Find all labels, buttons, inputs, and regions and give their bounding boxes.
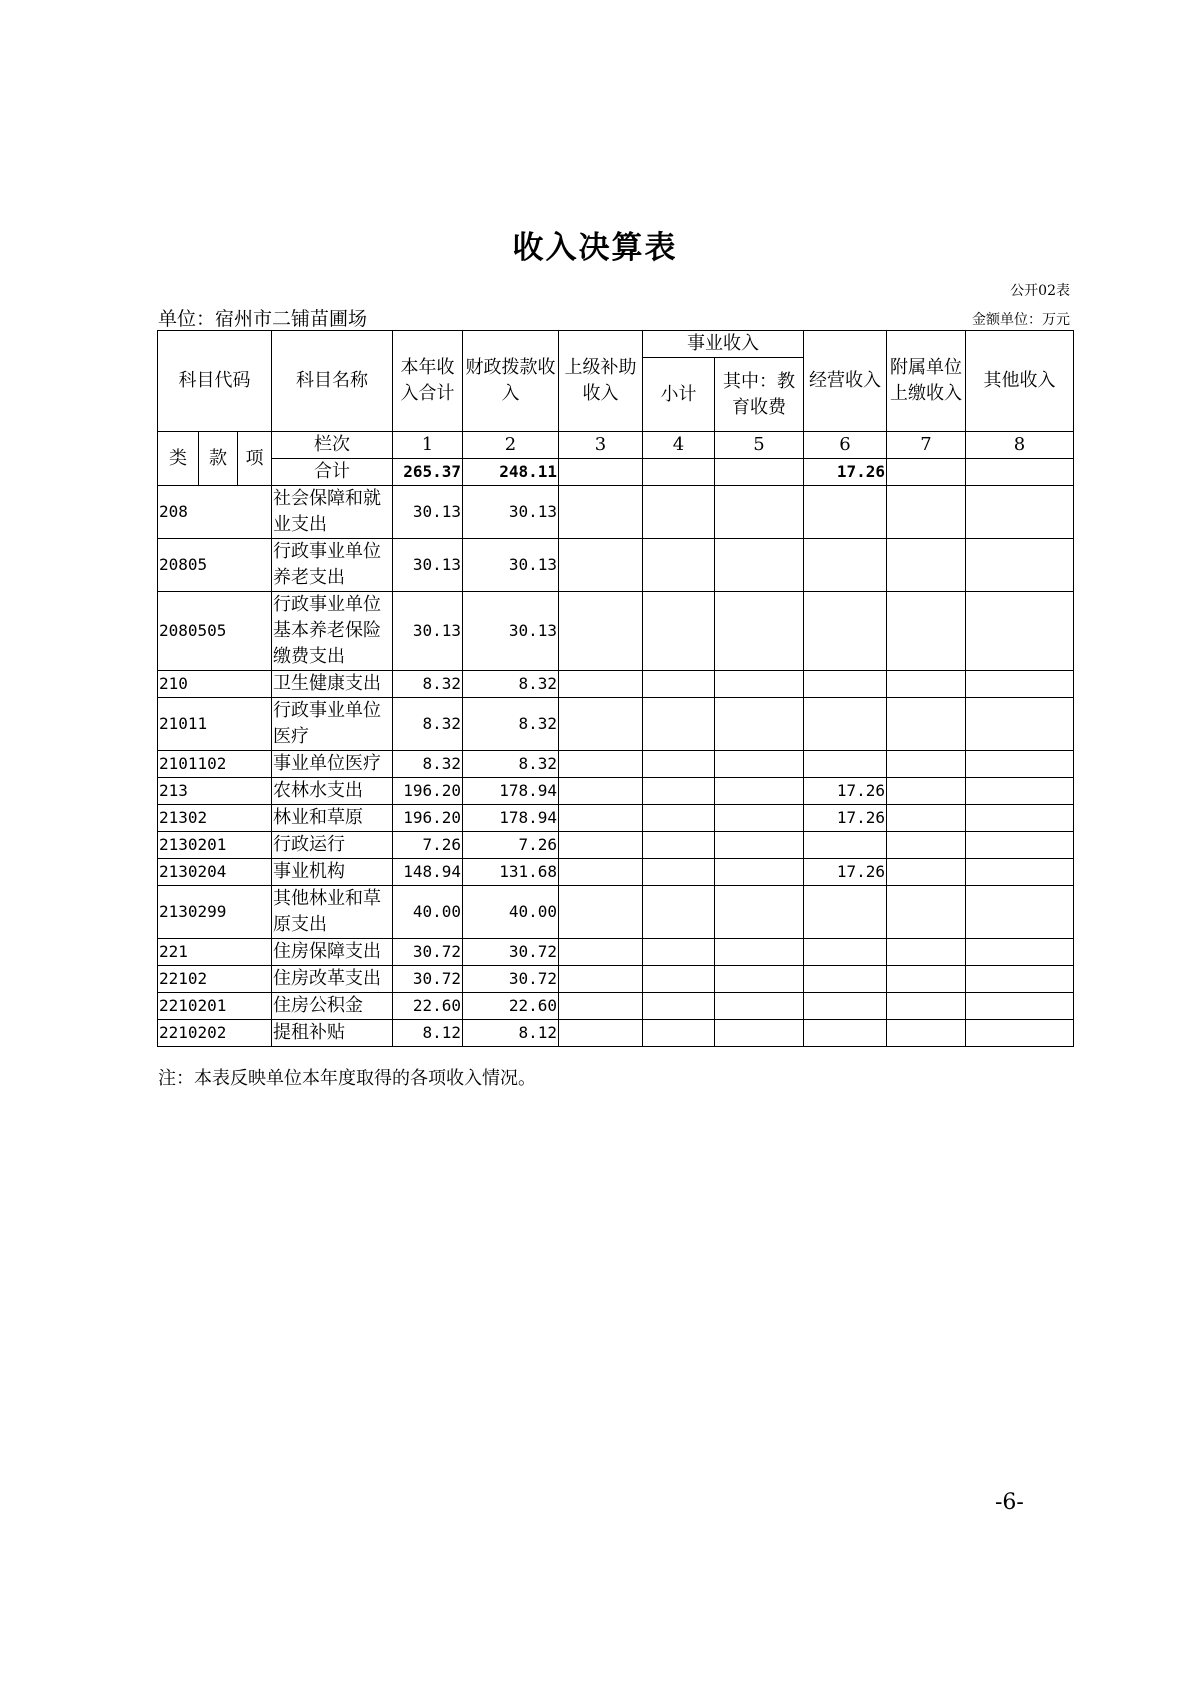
- row-subtotal: [643, 592, 715, 671]
- row-name: 行政事业单位养老支出: [272, 539, 393, 592]
- row-code: 2210201: [158, 993, 272, 1020]
- row-subtotal: [643, 539, 715, 592]
- row-total: 30.13: [393, 539, 463, 592]
- row-other: [966, 859, 1074, 886]
- header-name: 科目名称: [272, 331, 393, 432]
- header-total: 本年收入合计: [393, 331, 463, 432]
- total-superior: [559, 459, 643, 486]
- row-total: 30.72: [393, 939, 463, 966]
- col-num: 6: [804, 432, 887, 459]
- row-education: [715, 805, 804, 832]
- row-operating: [804, 671, 887, 698]
- row-code: 2130201: [158, 832, 272, 859]
- row-other: [966, 1020, 1074, 1047]
- row-affiliated: [887, 859, 966, 886]
- header-kuan: 款: [199, 432, 238, 486]
- row-code: 208: [158, 486, 272, 539]
- row-education: [715, 832, 804, 859]
- row-superior: [559, 698, 643, 751]
- page-number: -6-: [995, 1490, 1024, 1515]
- row-other: [966, 698, 1074, 751]
- row-subtotal: [643, 805, 715, 832]
- row-other: [966, 966, 1074, 993]
- col-num: 4: [643, 432, 715, 459]
- total-fiscal: 248.11: [463, 459, 559, 486]
- row-operating: 17.26: [804, 859, 887, 886]
- row-fiscal: 30.13: [463, 539, 559, 592]
- row-operating: 17.26: [804, 805, 887, 832]
- row-name: 行政事业单位医疗: [272, 698, 393, 751]
- row-superior: [559, 671, 643, 698]
- row-affiliated: [887, 886, 966, 939]
- header-education: 其中：教育收费: [715, 358, 804, 432]
- row-name: 农林水支出: [272, 778, 393, 805]
- row-education: [715, 859, 804, 886]
- table-row: [158, 939, 1074, 966]
- row-other: [966, 805, 1074, 832]
- row-name: 社会保障和就业支出: [272, 486, 393, 539]
- row-subtotal: [643, 832, 715, 859]
- row-total: 8.12: [393, 1020, 463, 1047]
- row-total: 8.32: [393, 671, 463, 698]
- row-fiscal: 131.68: [463, 859, 559, 886]
- table-row: [158, 698, 1074, 751]
- row-subtotal: [643, 698, 715, 751]
- row-operating: [804, 486, 887, 539]
- row-affiliated: [887, 751, 966, 778]
- header-fiscal: 财政拨款收入: [463, 331, 559, 432]
- income-table: [157, 330, 1074, 1047]
- row-fiscal: 30.13: [463, 592, 559, 671]
- row-superior: [559, 832, 643, 859]
- row-subtotal: [643, 751, 715, 778]
- row-name: 住房保障支出: [272, 939, 393, 966]
- header-xiang: 项: [238, 432, 272, 486]
- header-operating: 经营收入: [804, 331, 887, 432]
- total-sum: 265.37: [393, 459, 463, 486]
- row-total: 30.72: [393, 966, 463, 993]
- table-row: [158, 751, 1074, 778]
- row-code: 21011: [158, 698, 272, 751]
- row-fiscal: 7.26: [463, 832, 559, 859]
- row-affiliated: [887, 539, 966, 592]
- row-name: 林业和草原: [272, 805, 393, 832]
- row-other: [966, 778, 1074, 805]
- row-code: 2101102: [158, 751, 272, 778]
- row-code: 21302: [158, 805, 272, 832]
- row-name: 其他林业和草原支出: [272, 886, 393, 939]
- row-other: [966, 671, 1074, 698]
- row-code: 2130204: [158, 859, 272, 886]
- col-num: 2: [463, 432, 559, 459]
- row-subtotal: [643, 486, 715, 539]
- row-superior: [559, 939, 643, 966]
- row-total: 8.32: [393, 698, 463, 751]
- header-subtotal: 小计: [643, 358, 715, 432]
- row-other: [966, 886, 1074, 939]
- money-unit: 金额单位：万元: [972, 312, 1070, 328]
- table-row: [158, 486, 1074, 539]
- row-superior: [559, 993, 643, 1020]
- table-row: [158, 592, 1074, 671]
- row-education: [715, 539, 804, 592]
- row-fiscal: 8.32: [463, 751, 559, 778]
- row-fiscal: 178.94: [463, 805, 559, 832]
- row-superior: [559, 1020, 643, 1047]
- row-subtotal: [643, 886, 715, 939]
- table-row: [158, 671, 1074, 698]
- row-total: 196.20: [393, 778, 463, 805]
- row-education: [715, 993, 804, 1020]
- row-subtotal: [643, 778, 715, 805]
- row-name: 行政事业单位基本养老保险缴费支出: [272, 592, 393, 671]
- total-operating: 17.26: [804, 459, 887, 486]
- row-total: 40.00: [393, 886, 463, 939]
- row-other: [966, 539, 1074, 592]
- header-business: 事业收入: [643, 331, 804, 358]
- page-title: 收入决算表: [512, 230, 678, 266]
- row-education: [715, 778, 804, 805]
- row-education: [715, 486, 804, 539]
- footnote: 注：本表反映单位本年度取得的各项收入情况。: [158, 1068, 536, 1089]
- row-fiscal: 30.13: [463, 486, 559, 539]
- table-row: [158, 1020, 1074, 1047]
- row-affiliated: [887, 993, 966, 1020]
- row-superior: [559, 778, 643, 805]
- header-other: 其他收入: [966, 331, 1074, 432]
- row-total: 22.60: [393, 993, 463, 1020]
- row-code: 213: [158, 778, 272, 805]
- row-other: [966, 486, 1074, 539]
- row-fiscal: 8.12: [463, 1020, 559, 1047]
- header-code: 科目代码: [158, 331, 272, 432]
- table-row: [158, 886, 1074, 939]
- row-total: 196.20: [393, 805, 463, 832]
- row-education: [715, 671, 804, 698]
- row-other: [966, 751, 1074, 778]
- col-num: 5: [715, 432, 804, 459]
- row-total: 7.26: [393, 832, 463, 859]
- row-fiscal: 22.60: [463, 993, 559, 1020]
- row-affiliated: [887, 1020, 966, 1047]
- row-name: 事业机构: [272, 859, 393, 886]
- row-fiscal: 8.32: [463, 698, 559, 751]
- total-subtotal: [643, 459, 715, 486]
- row-name: 卫生健康支出: [272, 671, 393, 698]
- row-name: 住房公积金: [272, 993, 393, 1020]
- row-superior: [559, 859, 643, 886]
- row-code: 210: [158, 671, 272, 698]
- row-fiscal: 178.94: [463, 778, 559, 805]
- row-subtotal: [643, 1020, 715, 1047]
- row-fiscal: 30.72: [463, 966, 559, 993]
- total-affiliated: [887, 459, 966, 486]
- row-fiscal: 40.00: [463, 886, 559, 939]
- col-num: 1: [393, 432, 463, 459]
- row-superior: [559, 966, 643, 993]
- row-superior: [559, 486, 643, 539]
- row-subtotal: [643, 859, 715, 886]
- row-fiscal: 8.32: [463, 671, 559, 698]
- table-row: [158, 859, 1074, 886]
- row-subtotal: [643, 966, 715, 993]
- row-affiliated: [887, 778, 966, 805]
- row-code: 2210202: [158, 1020, 272, 1047]
- row-operating: [804, 539, 887, 592]
- row-name: 行政运行: [272, 832, 393, 859]
- row-code: 22102: [158, 966, 272, 993]
- row-code: 2130299: [158, 886, 272, 939]
- row-other: [966, 993, 1074, 1020]
- col-num: 8: [966, 432, 1074, 459]
- row-operating: [804, 1020, 887, 1047]
- row-affiliated: [887, 698, 966, 751]
- total-row-label: 合计: [272, 459, 393, 486]
- row-total: 148.94: [393, 859, 463, 886]
- row-superior: [559, 592, 643, 671]
- row-name: 事业单位医疗: [272, 751, 393, 778]
- header-lanci: 栏次: [272, 432, 393, 459]
- row-name: 住房改革支出: [272, 966, 393, 993]
- row-affiliated: [887, 805, 966, 832]
- row-name: 提租补贴: [272, 1020, 393, 1047]
- row-fiscal: 30.72: [463, 939, 559, 966]
- table-row: [158, 993, 1074, 1020]
- row-education: [715, 886, 804, 939]
- header-affiliated: 附属单位上缴收入: [887, 331, 966, 432]
- table-row: [158, 966, 1074, 993]
- row-subtotal: [643, 993, 715, 1020]
- row-affiliated: [887, 966, 966, 993]
- row-affiliated: [887, 832, 966, 859]
- row-education: [715, 966, 804, 993]
- table-row: [158, 805, 1074, 832]
- row-superior: [559, 805, 643, 832]
- row-affiliated: [887, 486, 966, 539]
- row-education: [715, 1020, 804, 1047]
- row-other: [966, 592, 1074, 671]
- unit-label: 单位：宿州市二铺苗圃场: [158, 308, 368, 330]
- row-affiliated: [887, 592, 966, 671]
- row-operating: [804, 592, 887, 671]
- row-operating: [804, 993, 887, 1020]
- row-total: 8.32: [393, 751, 463, 778]
- table-row: [158, 832, 1074, 859]
- row-operating: [804, 886, 887, 939]
- row-superior: [559, 886, 643, 939]
- row-code: 2080505: [158, 592, 272, 671]
- col-num: 3: [559, 432, 643, 459]
- row-operating: [804, 698, 887, 751]
- row-affiliated: [887, 671, 966, 698]
- row-superior: [559, 751, 643, 778]
- row-operating: [804, 832, 887, 859]
- row-total: 30.13: [393, 592, 463, 671]
- row-other: [966, 939, 1074, 966]
- row-other: [966, 832, 1074, 859]
- form-code: 公开02表: [1010, 283, 1070, 299]
- total-education: [715, 459, 804, 486]
- row-education: [715, 751, 804, 778]
- row-subtotal: [643, 671, 715, 698]
- row-operating: 17.26: [804, 778, 887, 805]
- row-subtotal: [643, 939, 715, 966]
- col-num: 7: [887, 432, 966, 459]
- table-row: [158, 539, 1074, 592]
- row-code: 20805: [158, 539, 272, 592]
- row-affiliated: [887, 939, 966, 966]
- row-code: 221: [158, 939, 272, 966]
- row-education: [715, 698, 804, 751]
- row-education: [715, 592, 804, 671]
- row-superior: [559, 539, 643, 592]
- row-operating: [804, 966, 887, 993]
- row-operating: [804, 751, 887, 778]
- total-other: [966, 459, 1074, 486]
- row-education: [715, 939, 804, 966]
- header-superior: 上级补助收入: [559, 331, 643, 432]
- row-operating: [804, 939, 887, 966]
- row-total: 30.13: [393, 486, 463, 539]
- header-lei: 类: [158, 432, 199, 486]
- table-row: [158, 778, 1074, 805]
